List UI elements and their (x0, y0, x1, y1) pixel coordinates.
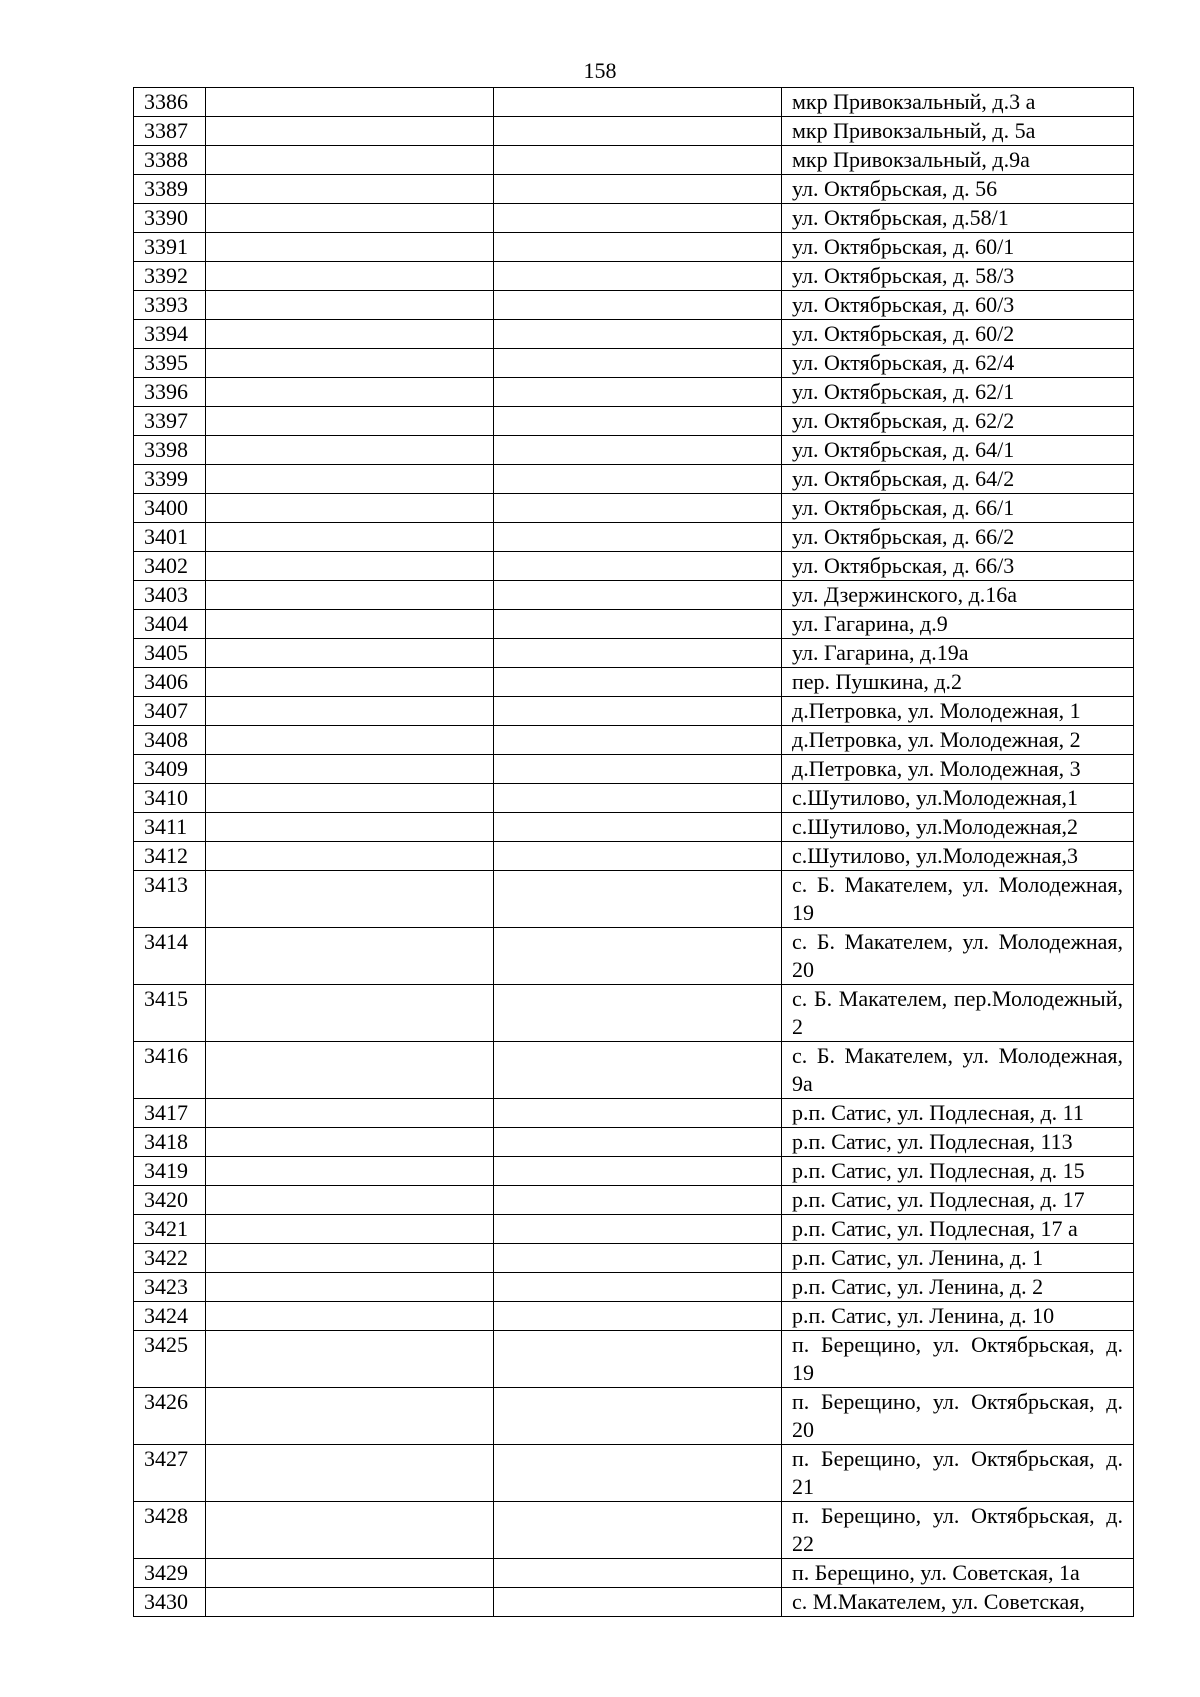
empty-cell (206, 1244, 494, 1273)
table-row (134, 175, 1134, 204)
address-cell: с. М.Макателем, ул. Советская, (782, 1588, 1134, 1617)
address-cell: с. Б. Макателем, ул. Молодежная, 9а (782, 1042, 1134, 1099)
row-number-cell: 3397 (134, 407, 206, 436)
address-cell: с.Шутилово, ул.Молодежная,2 (782, 813, 1134, 842)
address-cell: ул. Октябрьская, д. 66/2 (782, 523, 1134, 552)
empty-cell (206, 1302, 494, 1331)
empty-cell (494, 668, 782, 697)
table-row (134, 726, 1134, 755)
row-number-cell: 3398 (134, 436, 206, 465)
empty-cell (494, 1502, 782, 1559)
table-row (134, 610, 1134, 639)
empty-cell (494, 1157, 782, 1186)
row-number-cell: 3411 (134, 813, 206, 842)
address-cell: ул. Октябрьская, д. 58/3 (782, 262, 1134, 291)
table-row (134, 813, 1134, 842)
table-row (134, 842, 1134, 871)
table-row (134, 291, 1134, 320)
empty-cell (494, 262, 782, 291)
row-number-cell: 3399 (134, 465, 206, 494)
address-cell: ул. Октябрьская, д. 66/1 (782, 494, 1134, 523)
address-cell: п. Берещино, ул. Октябрьская, д. 21 (782, 1445, 1134, 1502)
address-cell: ул. Октябрьская, д. 62/4 (782, 349, 1134, 378)
empty-cell (494, 320, 782, 349)
table-row (134, 1099, 1134, 1128)
empty-cell (494, 204, 782, 233)
empty-cell (206, 842, 494, 871)
address-cell: ул. Октябрьская, д. 60/2 (782, 320, 1134, 349)
address-cell: пер. Пушкина, д.2 (782, 668, 1134, 697)
row-number-cell: 3390 (134, 204, 206, 233)
empty-cell (494, 1273, 782, 1302)
address-cell: ул. Октябрьская, д. 56 (782, 175, 1134, 204)
row-number-cell: 3387 (134, 117, 206, 146)
empty-cell (206, 1502, 494, 1559)
empty-cell (206, 1445, 494, 1502)
empty-cell (494, 465, 782, 494)
row-number-cell: 3393 (134, 291, 206, 320)
empty-cell (206, 697, 494, 726)
empty-cell (206, 1559, 494, 1588)
empty-cell (206, 1042, 494, 1099)
table-row (134, 668, 1134, 697)
page-number: 158 (583, 58, 617, 83)
empty-cell (206, 1128, 494, 1157)
address-cell: р.п. Сатис, ул. Подлесная, д. 17 (782, 1186, 1134, 1215)
table-row (134, 1128, 1134, 1157)
empty-cell (206, 146, 494, 175)
row-number-cell: 3427 (134, 1445, 206, 1502)
address-cell: д.Петровка, ул. Молодежная, 3 (782, 755, 1134, 784)
row-number-cell: 3422 (134, 1244, 206, 1273)
empty-cell (494, 784, 782, 813)
empty-cell (206, 494, 494, 523)
row-number-cell: 3410 (134, 784, 206, 813)
row-number-cell: 3392 (134, 262, 206, 291)
empty-cell (494, 842, 782, 871)
empty-cell (206, 755, 494, 784)
address-cell: д.Петровка, ул. Молодежная, 1 (782, 697, 1134, 726)
row-number-cell: 3417 (134, 1099, 206, 1128)
table-row (134, 117, 1134, 146)
table-row (134, 349, 1134, 378)
empty-cell (206, 436, 494, 465)
empty-cell (494, 755, 782, 784)
empty-cell (494, 291, 782, 320)
empty-cell (494, 1244, 782, 1273)
empty-cell (206, 117, 494, 146)
row-number-cell: 3402 (134, 552, 206, 581)
empty-cell (494, 349, 782, 378)
row-number-cell: 3414 (134, 928, 206, 985)
empty-cell (494, 610, 782, 639)
row-number-cell: 3421 (134, 1215, 206, 1244)
empty-cell (206, 1186, 494, 1215)
empty-cell (206, 726, 494, 755)
empty-cell (206, 233, 494, 262)
row-number-cell: 3413 (134, 871, 206, 928)
row-number-cell: 3412 (134, 842, 206, 871)
address-cell: мкр Привокзальный, д. 5а (782, 117, 1134, 146)
table-row (134, 697, 1134, 726)
table-row (134, 1445, 1134, 1502)
empty-cell (494, 1445, 782, 1502)
row-number-cell: 3405 (134, 639, 206, 668)
row-number-cell: 3391 (134, 233, 206, 262)
empty-cell (494, 813, 782, 842)
row-number-cell: 3395 (134, 349, 206, 378)
table-row (134, 436, 1134, 465)
row-number-cell: 3408 (134, 726, 206, 755)
address-cell: ул. Октябрьская, д. 62/1 (782, 378, 1134, 407)
row-number-cell: 3430 (134, 1588, 206, 1617)
address-cell: ул. Гагарина, д.9 (782, 610, 1134, 639)
row-number-cell: 3415 (134, 985, 206, 1042)
empty-cell (494, 1215, 782, 1244)
empty-cell (494, 175, 782, 204)
empty-cell (494, 697, 782, 726)
table-row (134, 755, 1134, 784)
table-row (134, 407, 1134, 436)
empty-cell (206, 784, 494, 813)
address-cell: ул. Октябрьская, д. 66/3 (782, 552, 1134, 581)
empty-cell (206, 88, 494, 117)
empty-cell (494, 146, 782, 175)
empty-cell (206, 1099, 494, 1128)
row-number-cell: 3404 (134, 610, 206, 639)
row-number-cell: 3401 (134, 523, 206, 552)
row-number-cell: 3426 (134, 1388, 206, 1445)
address-cell: с. Б. Макателем, ул. Молодежная, 20 (782, 928, 1134, 985)
address-cell: ул. Дзержинского, д.16а (782, 581, 1134, 610)
empty-cell (494, 639, 782, 668)
table-row (134, 639, 1134, 668)
empty-cell (206, 1331, 494, 1388)
empty-cell (206, 349, 494, 378)
table-row (134, 552, 1134, 581)
table-row (134, 1502, 1134, 1559)
address-cell: мкр Привокзальный, д.3 а (782, 88, 1134, 117)
empty-cell (206, 985, 494, 1042)
row-number-cell: 3428 (134, 1502, 206, 1559)
table-row (134, 1302, 1134, 1331)
empty-cell (206, 291, 494, 320)
address-cell: с. Б. Макателем, пер.Молодежный, 2 (782, 985, 1134, 1042)
empty-cell (206, 552, 494, 581)
empty-cell (206, 668, 494, 697)
row-number-cell: 3425 (134, 1331, 206, 1388)
empty-cell (206, 1388, 494, 1445)
address-cell: ул. Октябрьская, д. 62/2 (782, 407, 1134, 436)
empty-cell (206, 928, 494, 985)
empty-cell (494, 928, 782, 985)
table-row (134, 1388, 1134, 1445)
empty-cell (206, 1215, 494, 1244)
empty-cell (494, 117, 782, 146)
address-cell: р.п. Сатис, ул. Ленина, д. 10 (782, 1302, 1134, 1331)
address-cell: п. Берещино, ул. Октябрьская, д. 22 (782, 1502, 1134, 1559)
row-number-cell: 3407 (134, 697, 206, 726)
empty-cell (206, 1273, 494, 1302)
table-row (134, 1331, 1134, 1388)
empty-cell (206, 204, 494, 233)
address-cell: с.Шутилово, ул.Молодежная,1 (782, 784, 1134, 813)
empty-cell (494, 1588, 782, 1617)
address-cell: ул. Октябрьская, д. 60/3 (782, 291, 1134, 320)
empty-cell (494, 494, 782, 523)
empty-cell (494, 1099, 782, 1128)
empty-cell (206, 1588, 494, 1617)
address-cell: п. Берещино, ул. Октябрьская, д. 20 (782, 1388, 1134, 1445)
empty-cell (206, 465, 494, 494)
address-cell: ул. Октябрьская, д. 60/1 (782, 233, 1134, 262)
row-number-cell: 3396 (134, 378, 206, 407)
row-number-cell: 3429 (134, 1559, 206, 1588)
empty-cell (206, 378, 494, 407)
empty-cell (206, 175, 494, 204)
address-cell: с.Шутилово, ул.Молодежная,3 (782, 842, 1134, 871)
table-row (134, 262, 1134, 291)
table-row (134, 146, 1134, 175)
empty-cell (494, 378, 782, 407)
address-cell: д.Петровка, ул. Молодежная, 2 (782, 726, 1134, 755)
row-number-cell: 3424 (134, 1302, 206, 1331)
table-row (134, 320, 1134, 349)
address-cell: мкр Привокзальный, д.9а (782, 146, 1134, 175)
empty-cell (206, 610, 494, 639)
empty-cell (206, 523, 494, 552)
row-number-cell: 3388 (134, 146, 206, 175)
address-cell: п. Берещино, ул. Октябрьская, д. 19 (782, 1331, 1134, 1388)
row-number-cell: 3394 (134, 320, 206, 349)
table-row (134, 378, 1134, 407)
empty-cell (494, 1186, 782, 1215)
row-number-cell: 3416 (134, 1042, 206, 1099)
row-number-cell: 3400 (134, 494, 206, 523)
table-row (134, 1215, 1134, 1244)
row-number-cell: 3403 (134, 581, 206, 610)
table-row (134, 88, 1134, 117)
empty-cell (206, 407, 494, 436)
address-cell: п. Берещино, ул. Советская, 1а (782, 1559, 1134, 1588)
empty-cell (206, 871, 494, 928)
empty-cell (494, 407, 782, 436)
empty-cell (494, 1128, 782, 1157)
empty-cell (494, 1559, 782, 1588)
table-row (134, 1157, 1134, 1186)
address-cell: р.п. Сатис, ул. Подлесная, 113 (782, 1128, 1134, 1157)
table-row (134, 494, 1134, 523)
table-row (134, 928, 1134, 985)
row-number-cell: 3420 (134, 1186, 206, 1215)
address-cell: с. Б. Макателем, ул. Молодежная, 19 (782, 871, 1134, 928)
empty-cell (206, 262, 494, 291)
table-row (134, 1273, 1134, 1302)
address-cell: ул. Октябрьская, д.58/1 (782, 204, 1134, 233)
empty-cell (206, 813, 494, 842)
row-number-cell: 3406 (134, 668, 206, 697)
address-cell: ул. Октябрьская, д. 64/2 (782, 465, 1134, 494)
empty-cell (494, 726, 782, 755)
table-row (134, 871, 1134, 928)
empty-cell (494, 1331, 782, 1388)
row-number-cell: 3418 (134, 1128, 206, 1157)
empty-cell (206, 639, 494, 668)
address-cell: р.п. Сатис, ул. Ленина, д. 1 (782, 1244, 1134, 1273)
table-row (134, 784, 1134, 813)
empty-cell (494, 871, 782, 928)
empty-cell (494, 1302, 782, 1331)
table-row (134, 1042, 1134, 1099)
empty-cell (494, 985, 782, 1042)
empty-cell (494, 233, 782, 262)
table-row (134, 1186, 1134, 1215)
table-row (134, 204, 1134, 233)
row-number-cell: 3409 (134, 755, 206, 784)
empty-cell (494, 552, 782, 581)
table-row (134, 523, 1134, 552)
empty-cell (494, 436, 782, 465)
table-row (134, 581, 1134, 610)
empty-cell (494, 88, 782, 117)
empty-cell (494, 1042, 782, 1099)
address-table (133, 87, 1134, 1617)
address-cell: р.п. Сатис, ул. Подлесная, 17 а (782, 1215, 1134, 1244)
table-row (134, 233, 1134, 262)
table-row (134, 1559, 1134, 1588)
row-number-cell: 3423 (134, 1273, 206, 1302)
empty-cell (494, 581, 782, 610)
row-number-cell: 3419 (134, 1157, 206, 1186)
row-number-cell: 3386 (134, 88, 206, 117)
empty-cell (206, 320, 494, 349)
empty-cell (206, 581, 494, 610)
address-cell: р.п. Сатис, ул. Подлесная, д. 15 (782, 1157, 1134, 1186)
address-cell: ул. Гагарина, д.19а (782, 639, 1134, 668)
row-number-cell: 3389 (134, 175, 206, 204)
table-row (134, 465, 1134, 494)
address-table-body (134, 88, 1134, 1617)
empty-cell (494, 1388, 782, 1445)
table-row (134, 1588, 1134, 1617)
address-cell: р.п. Сатис, ул. Ленина, д. 2 (782, 1273, 1134, 1302)
empty-cell (494, 523, 782, 552)
empty-cell (206, 1157, 494, 1186)
table-row (134, 985, 1134, 1042)
address-cell: р.п. Сатис, ул. Подлесная, д. 11 (782, 1099, 1134, 1128)
table-row (134, 1244, 1134, 1273)
address-cell: ул. Октябрьская, д. 64/1 (782, 436, 1134, 465)
